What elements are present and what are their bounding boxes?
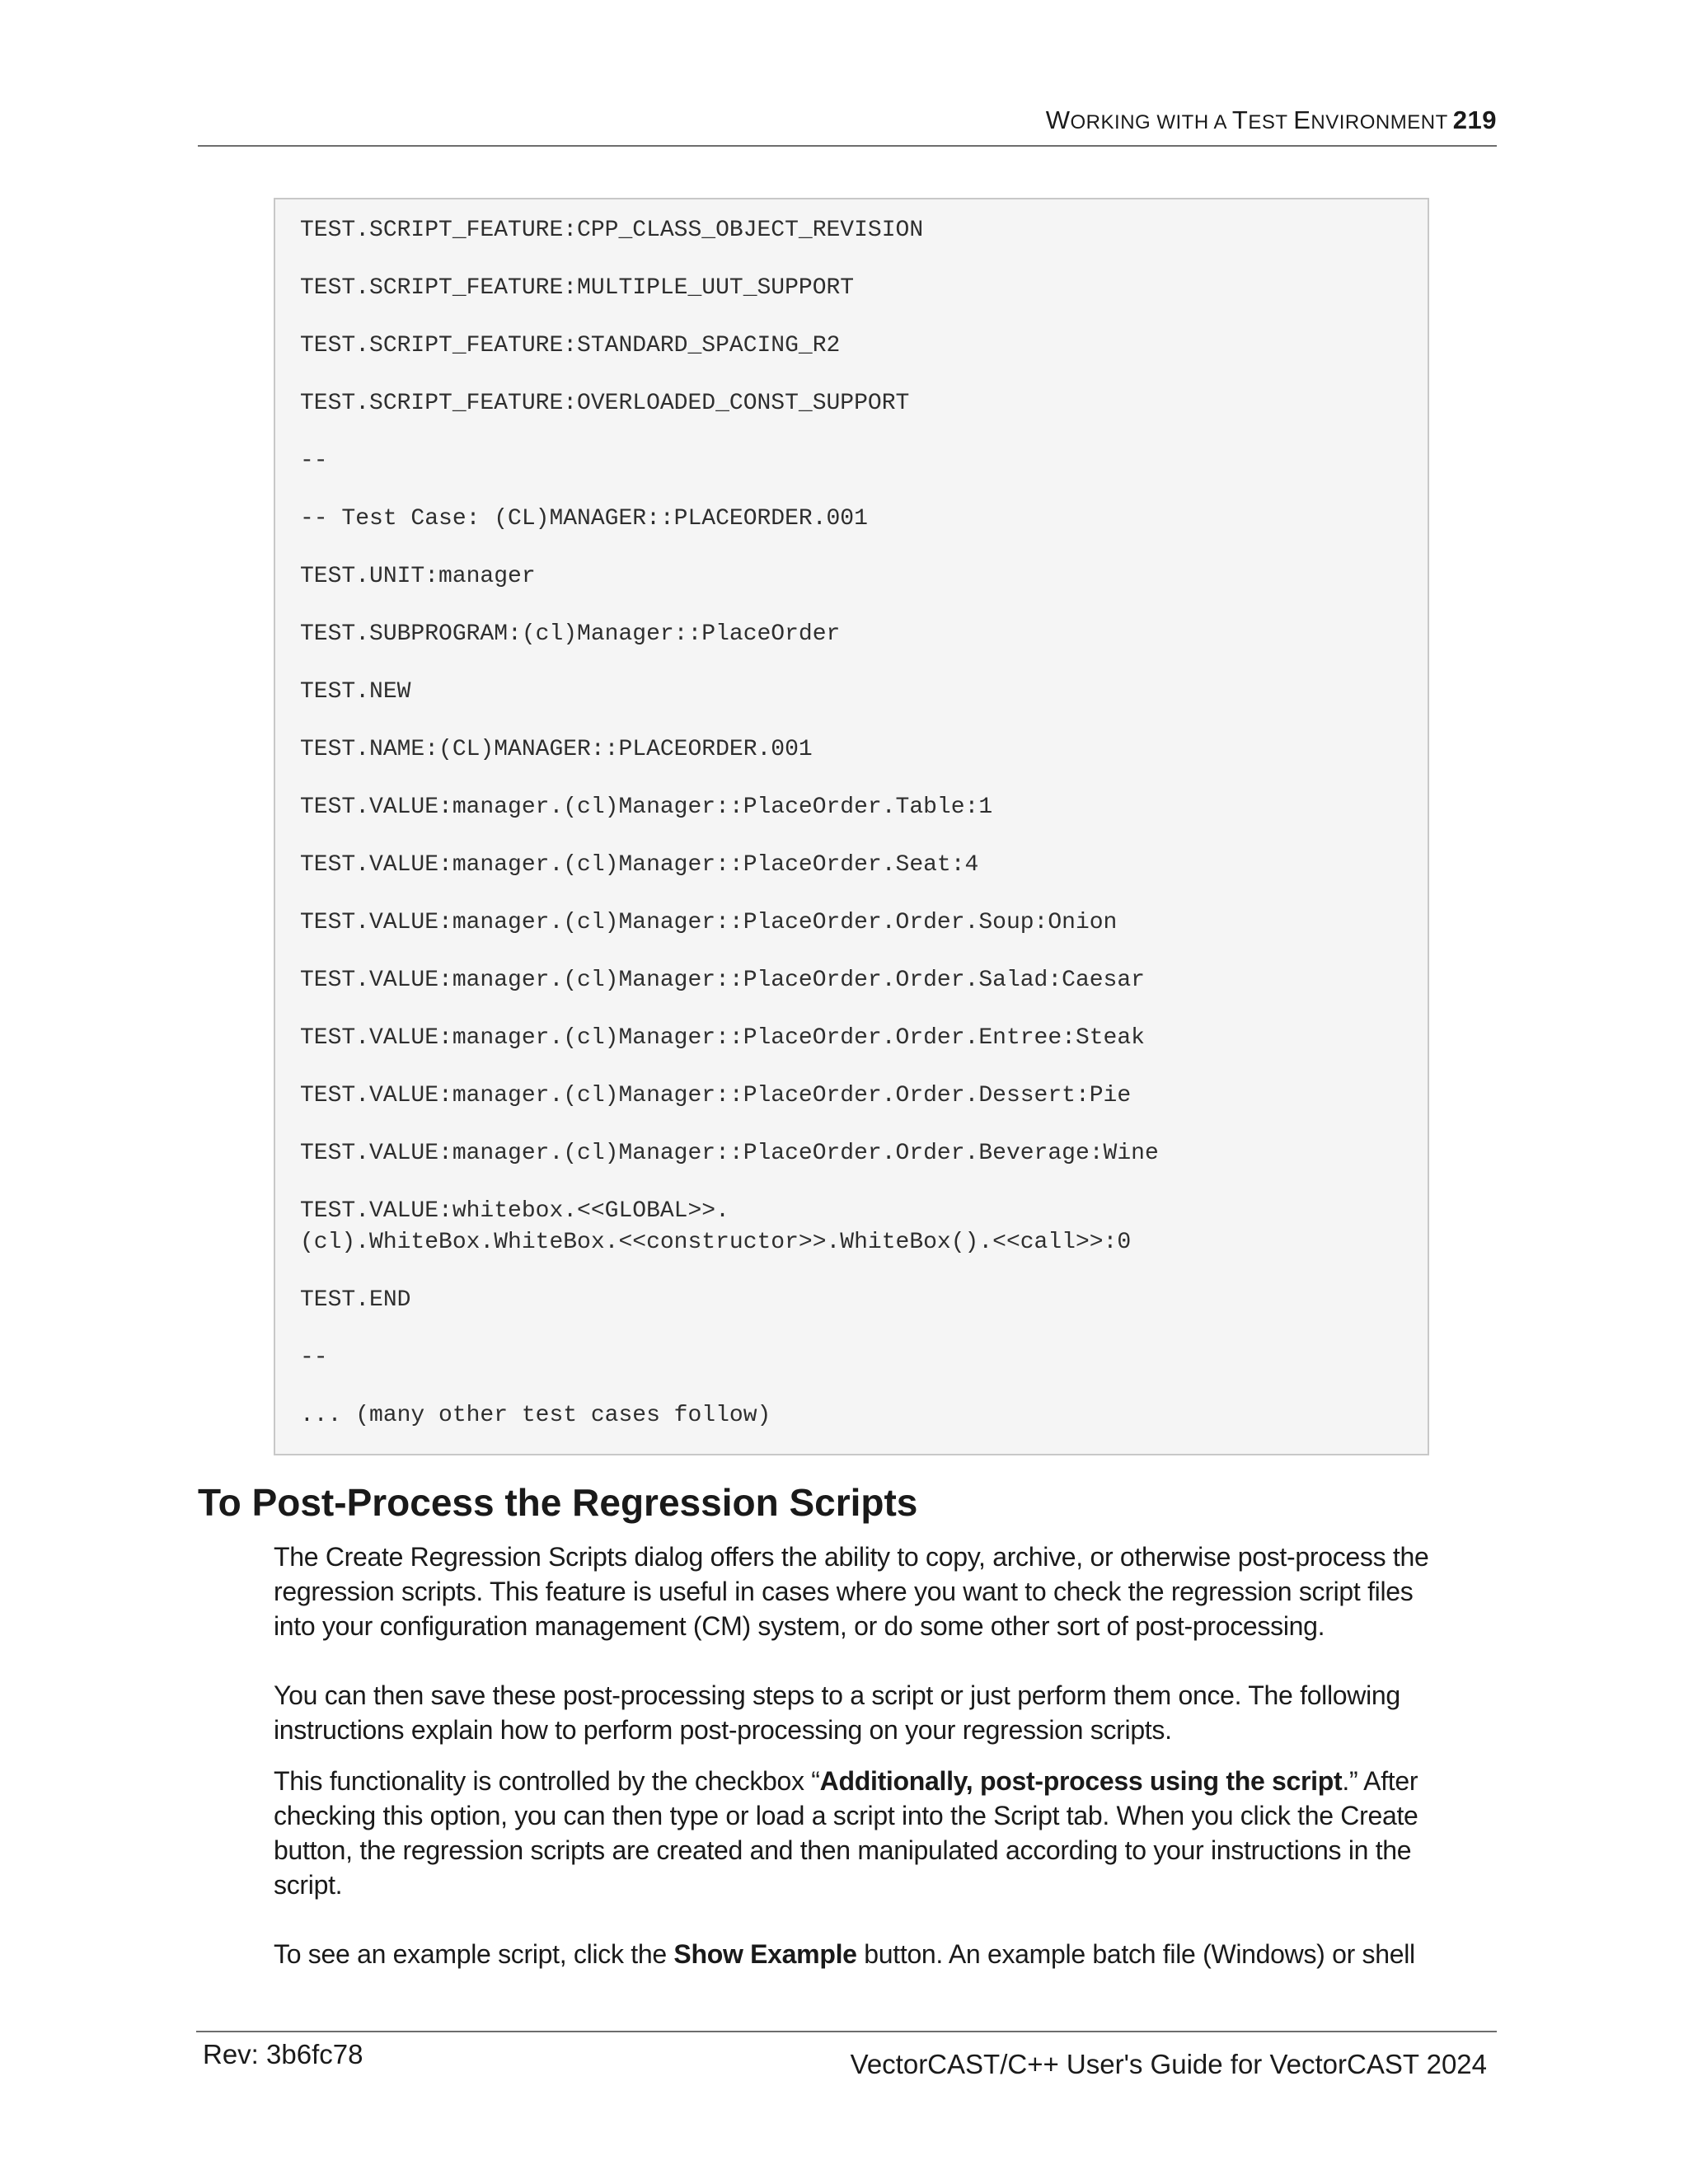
button-label-reference: Show Example (673, 1939, 857, 1969)
code-line: TEST.NAME:(CL)MANAGER::PLACEORDER.001 (300, 737, 813, 762)
code-line: TEST.NEW (300, 679, 411, 705)
code-line: TEST.VALUE:manager.(cl)Manager::PlaceOrder.Order.Dessert:Pie (300, 1083, 1132, 1108)
header-title-part: W (1045, 105, 1071, 134)
header-title-part: T (1231, 105, 1249, 134)
code-line: -- (300, 448, 328, 474)
code-line: TEST.SCRIPT_FEATURE:MULTIPLE_UUT_SUPPORT (300, 275, 855, 301)
running-header (1046, 105, 1497, 135)
code-line: TEST.VALUE:manager.(cl)Manager::PlaceOrder.Order.Salad:Caesar (300, 968, 1145, 993)
paragraph-post-process-intro (274, 1540, 1485, 1643)
header-title-part: EST (1248, 111, 1294, 134)
code-line: TEST.END (300, 1287, 411, 1313)
code-line: TEST.UNIT:manager (300, 564, 536, 589)
checkbox-label-reference: Additionally, post-process using the script (819, 1766, 1343, 1796)
text-line: The Create Regression Scripts dialog offers the ability to copy, archive, or otherwise post-process the (274, 1542, 1429, 1572)
paragraph-save-steps (274, 1678, 1485, 1747)
code-line: TEST.SCRIPT_FEATURE:STANDARD_SPACING_R2 (300, 333, 841, 359)
header-title-part: NVIRONMENT (1311, 111, 1448, 134)
text-line: checking this option, you can then type or load a script into the Script tab. When you click the Create (274, 1801, 1418, 1830)
footer-revision: Rev: 3b6fc78 (203, 2039, 363, 2069)
code-line: TEST.VALUE:whitebox.<<GLOBAL>>. (300, 1198, 729, 1224)
header-title-part: ORKING WITH A (1070, 111, 1232, 134)
code-line: ... (many other test cases follow) (300, 1403, 771, 1428)
text-run: .” After (1342, 1766, 1418, 1796)
text-line: button, the regression scripts are created and then manipulated according to your instructions in the (274, 1835, 1412, 1865)
code-line: TEST.SUBPROGRAM:(cl)Manager::PlaceOrder (300, 621, 841, 647)
text-line: script. (274, 1870, 343, 1900)
text-line: instructions explain how to perform post-processing on your regression scripts. (274, 1715, 1172, 1745)
code-line: TEST.VALUE:manager.(cl)Manager::PlaceOrder.Order.Soup:Onion (300, 910, 1118, 935)
code-line: TEST.VALUE:manager.(cl)Manager::PlaceOrder.Order.Beverage:Wine (300, 1141, 1159, 1166)
section-heading: To Post-Process the Regression Scripts (198, 1481, 918, 1524)
text-line: You can then save these post-processing steps to a script or just perform them once. The following (274, 1680, 1400, 1710)
paragraph-show-example (274, 1937, 1485, 1971)
text-run: button. An example batch file (Windows) or shell (856, 1939, 1415, 1969)
code-line: -- Test Case: (CL)MANAGER::PLACEORDER.001 (300, 506, 868, 532)
text-run: To see an example script, click the (274, 1939, 674, 1969)
code-line: -- (300, 1345, 328, 1371)
code-line: TEST.SCRIPT_FEATURE:CPP_CLASS_OBJECT_REVISION (300, 218, 924, 243)
code-line: (cl).WhiteBox.WhiteBox.<<constructor>>.WhiteBox().<<call>>:0 (300, 1230, 1132, 1255)
code-line: TEST.VALUE:manager.(cl)Manager::PlaceOrder.Table:1 (300, 794, 993, 820)
page-header (198, 105, 1497, 147)
footer-guide-title: VectorCAST/C++ User's Guide for VectorCAST 2024 (850, 2049, 1487, 2079)
code-line: TEST.VALUE:manager.(cl)Manager::PlaceOrder.Seat:4 (300, 852, 979, 878)
text-line: into your configuration management (CM) system, or do some other sort of post-processing. (274, 1611, 1325, 1641)
footer-divider (196, 2031, 1497, 2032)
paragraph-checkbox-control (274, 1764, 1485, 1902)
code-line: TEST.SCRIPT_FEATURE:OVERLOADED_CONST_SUPPORT (300, 391, 910, 416)
header-title-part: E (1293, 105, 1311, 134)
text-run: This functionality is controlled by the checkbox “ (274, 1766, 820, 1796)
code-line: TEST.VALUE:manager.(cl)Manager::PlaceOrder.Order.Entree:Steak (300, 1025, 1145, 1051)
text-line: regression scripts. This feature is useful in cases where you want to check the regression script files (274, 1577, 1414, 1606)
page-number: 219 (1452, 105, 1497, 134)
code-block (274, 198, 1429, 1455)
